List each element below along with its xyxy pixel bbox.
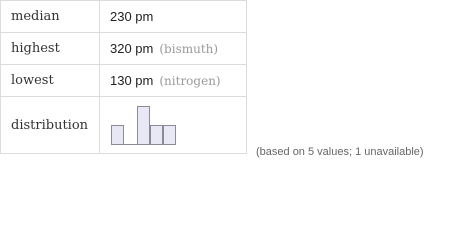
stat-row-lowest [1,65,247,97]
stat-note: (bismuth) [159,42,219,56]
stat-value: 320 pm [110,41,154,56]
histogram-bar [112,126,124,145]
stat-value: 130 pm [110,73,154,88]
footnote: (based on 5 values; 1 unavailable) [256,146,424,158]
stat-label: highest [1,33,100,65]
stat-value-cell [100,1,247,33]
stat-value-cell [100,65,247,97]
histogram-bar [164,126,176,145]
stat-label: median [1,1,100,33]
histogram-cell [100,97,247,154]
stat-label: distribution [1,97,100,154]
stat-label: lowest [1,65,100,97]
stat-row-distribution [1,97,247,154]
stat-note: (nitrogen) [159,74,221,88]
distribution-histogram [110,104,190,146]
histogram-bar [138,107,150,145]
stat-row-median [1,1,247,33]
stats-table [0,0,247,154]
histogram-bar [151,126,163,145]
stat-value: 230 pm [110,9,154,24]
stat-value-cell [100,33,247,65]
stat-row-highest [1,33,247,65]
